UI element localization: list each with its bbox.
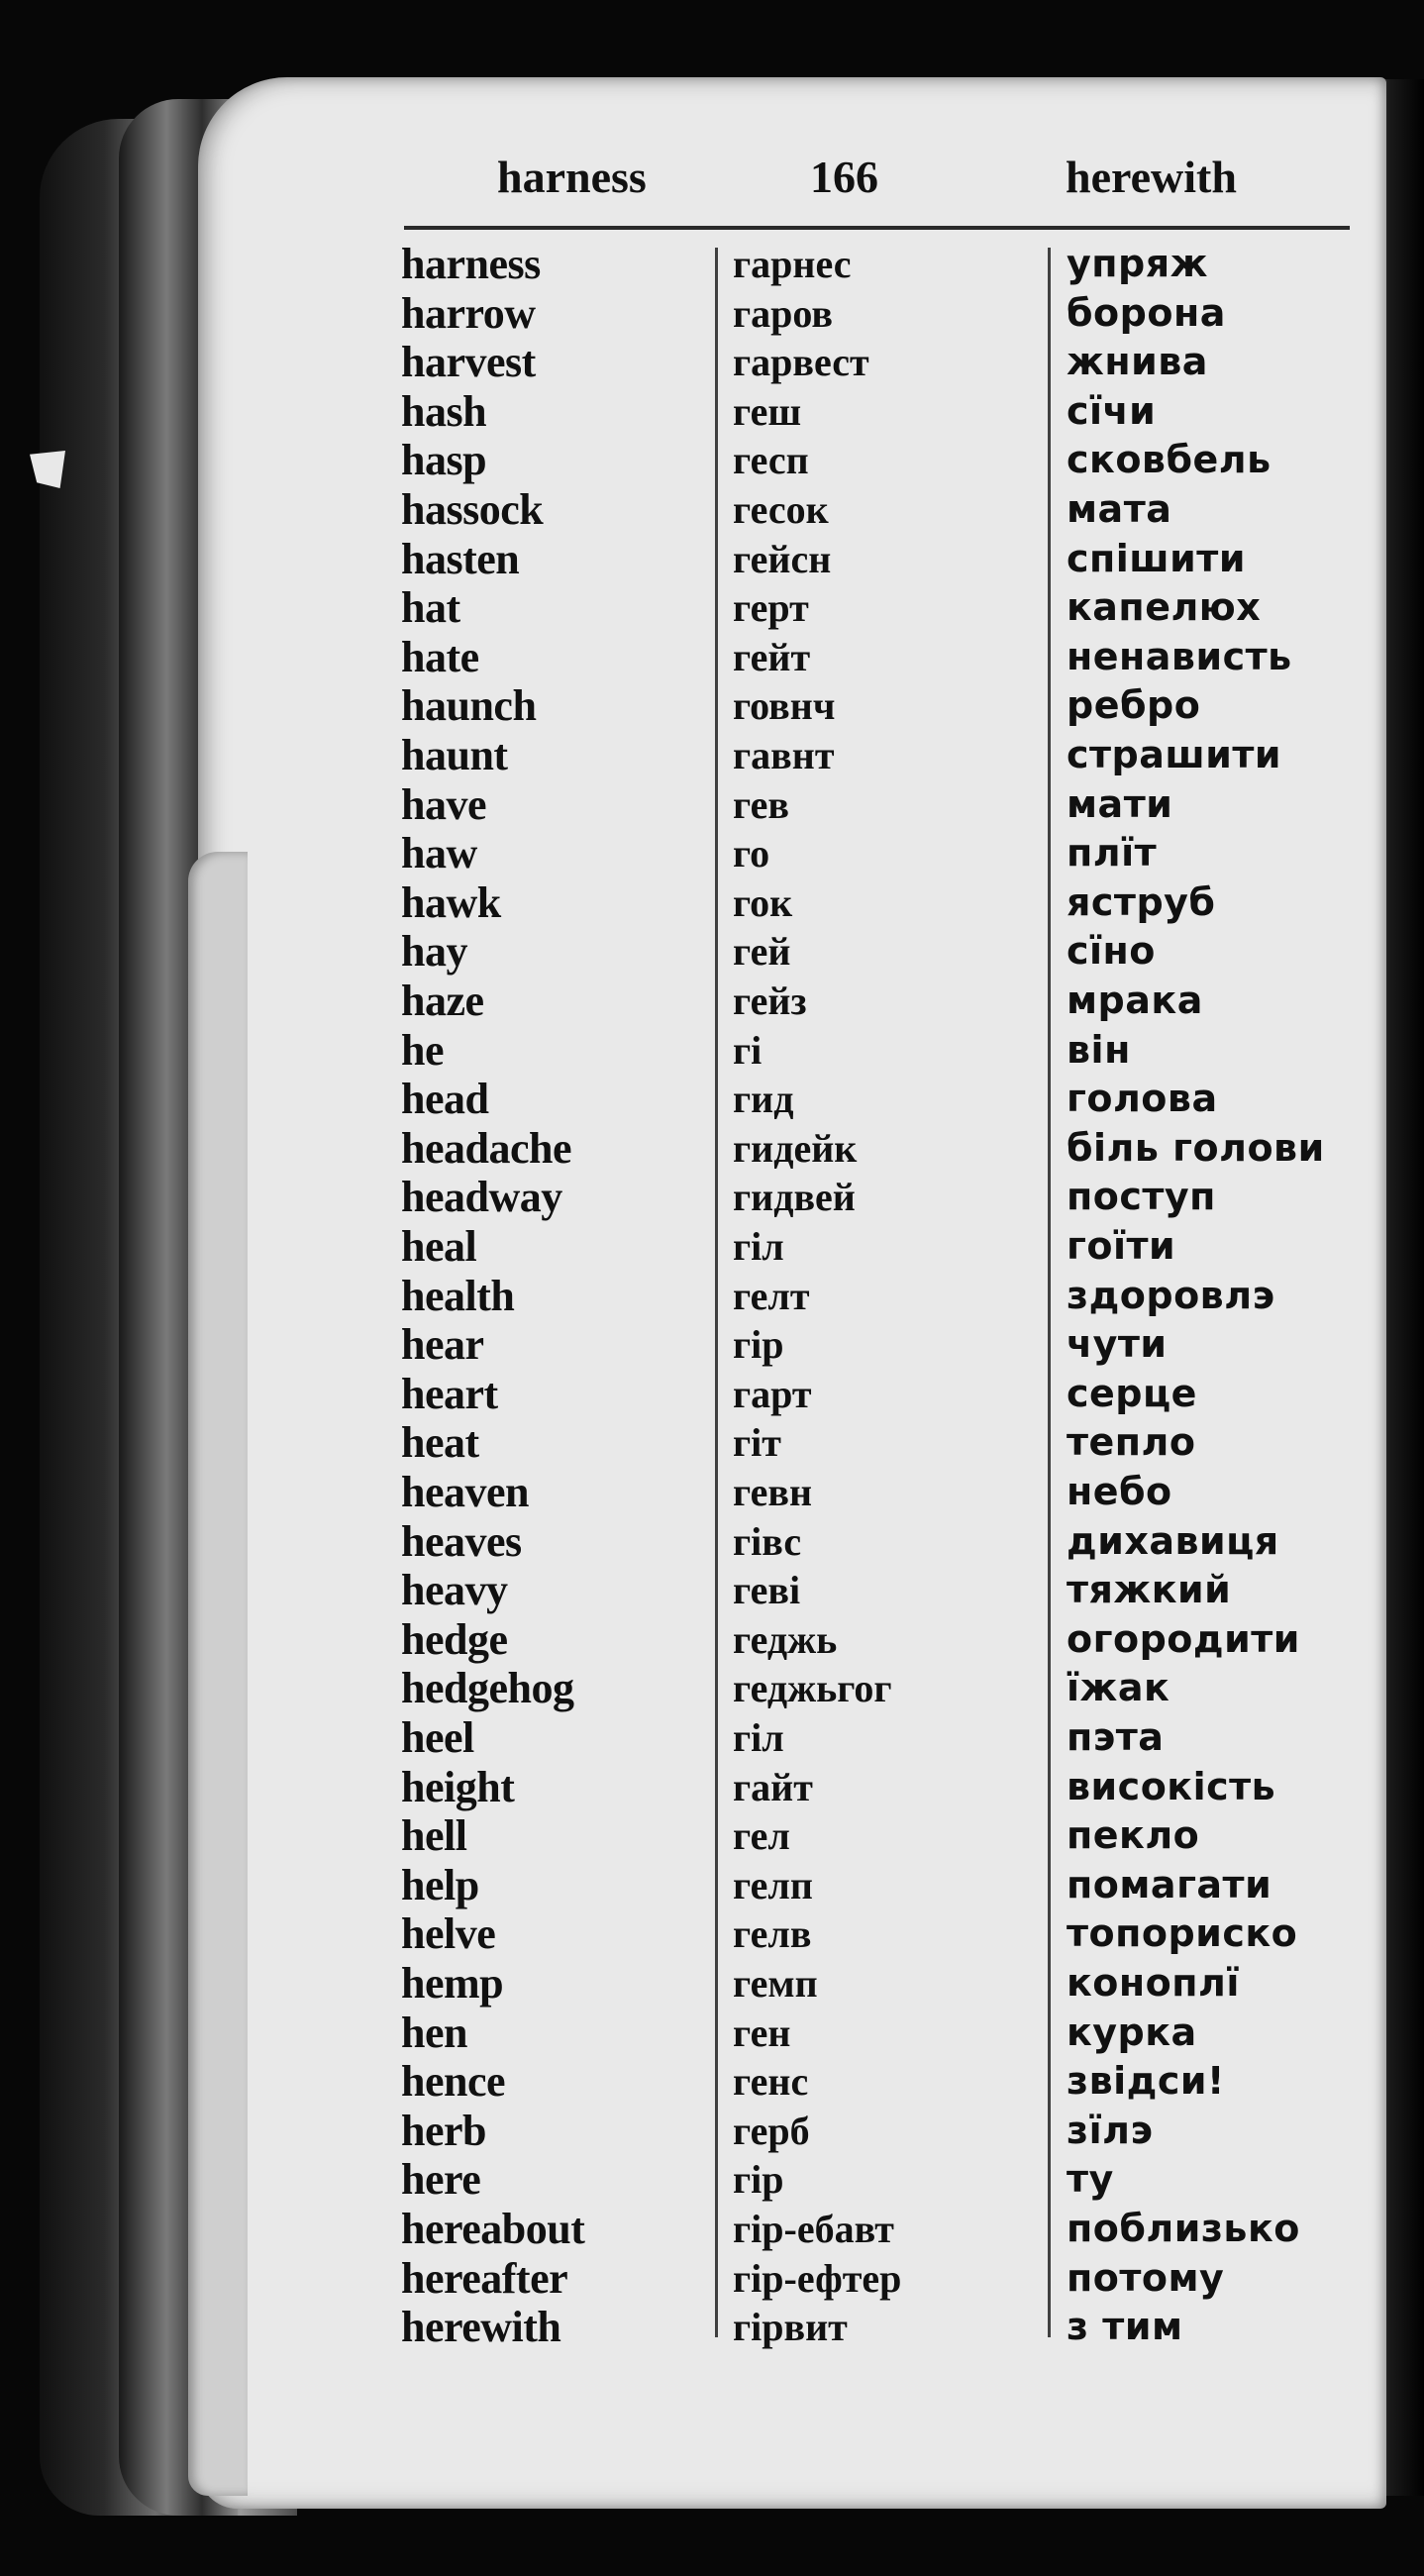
dictionary-entry xyxy=(0,1320,1424,1370)
entry-translation: мати xyxy=(1067,781,1173,826)
entry-pronunciation: гидейк xyxy=(733,1125,858,1171)
entry-pronunciation: гі xyxy=(733,1027,763,1073)
dictionary-entry xyxy=(0,633,1424,682)
entry-english-word: health xyxy=(401,1271,515,1320)
entry-english-word: hasp xyxy=(401,436,487,485)
dictionary-entry xyxy=(0,2303,1424,2352)
entry-list xyxy=(0,240,1424,2379)
entry-pronunciation: гесок xyxy=(733,487,829,532)
dictionary-entry xyxy=(0,878,1424,928)
guide-word-left: harness xyxy=(497,152,647,202)
entry-english-word: heaves xyxy=(401,1516,522,1566)
dictionary-entry xyxy=(0,1418,1424,1468)
dictionary-entry xyxy=(0,240,1424,289)
dictionary-entry xyxy=(0,1272,1424,1321)
dictionary-entry xyxy=(0,338,1424,387)
dictionary-entry xyxy=(0,1909,1424,1959)
entry-translation: пэта xyxy=(1067,1715,1165,1759)
entry-pronunciation: ген xyxy=(733,2009,791,2055)
entry-english-word: haunt xyxy=(401,731,508,779)
entry-pronunciation: герб xyxy=(733,2108,810,2153)
entry-translation: ребро xyxy=(1067,683,1201,728)
entry-translation: сковбель xyxy=(1067,438,1271,482)
entry-english-word: helve xyxy=(401,1909,496,1959)
entry-translation: звідси! xyxy=(1067,2059,1225,2104)
entry-translation: топориско xyxy=(1067,1911,1298,1956)
entry-english-word: hedge xyxy=(401,1614,508,1664)
entry-pronunciation: гарт xyxy=(733,1371,812,1416)
dictionary-entry xyxy=(0,1026,1424,1076)
dictionary-entry xyxy=(0,2155,1424,2205)
entry-translation: тепло xyxy=(1067,1420,1196,1465)
entry-english-word: here xyxy=(401,2155,481,2205)
entry-english-word: haunch xyxy=(401,681,537,731)
entry-pronunciation: геджь xyxy=(733,1616,838,1662)
dictionary-entry xyxy=(0,1173,1424,1222)
entry-translation: високість xyxy=(1067,1764,1276,1808)
dictionary-entry xyxy=(0,1517,1424,1567)
entry-english-word: hasten xyxy=(401,534,520,583)
entry-pronunciation: гемп xyxy=(733,1961,818,2006)
entry-pronunciation: гіт xyxy=(733,1420,781,1466)
entry-english-word: heel xyxy=(401,1713,474,1762)
entry-translation: голова xyxy=(1067,1077,1218,1121)
entry-pronunciation: гел xyxy=(733,1813,790,1859)
entry-translation: огородити xyxy=(1067,1616,1300,1661)
dictionary-entry xyxy=(0,387,1424,437)
entry-english-word: heavy xyxy=(401,1566,508,1615)
entry-english-word: hemp xyxy=(401,1959,504,2008)
entry-translation: небо xyxy=(1067,1470,1172,1513)
entry-pronunciation: гок xyxy=(733,879,793,925)
entry-pronunciation: геджьгог xyxy=(733,1666,892,1711)
entry-english-word: hedgehog xyxy=(401,1664,574,1713)
dictionary-entry xyxy=(0,1370,1424,1419)
entry-pronunciation: гелв xyxy=(733,1911,812,1957)
entry-pronunciation: гесп xyxy=(733,438,809,483)
entry-pronunciation: го xyxy=(733,831,770,876)
entry-translation: дихавиця xyxy=(1067,1518,1279,1563)
dictionary-entry xyxy=(0,1615,1424,1665)
dictionary-entry xyxy=(0,583,1424,633)
entry-english-word: he xyxy=(401,1025,444,1075)
entry-translation: з тим xyxy=(1067,2305,1183,2349)
entry-pronunciation: гавнт xyxy=(733,733,835,777)
dictionary-entry xyxy=(0,1222,1424,1272)
entry-translation: поблизько xyxy=(1067,2207,1300,2250)
dictionary-entry xyxy=(0,1713,1424,1763)
entry-pronunciation: гір xyxy=(733,1322,784,1368)
dictionary-entry xyxy=(0,485,1424,535)
dictionary-entry xyxy=(0,1763,1424,1812)
entry-english-word: height xyxy=(401,1762,515,1811)
entry-translation: сїно xyxy=(1067,929,1156,974)
entry-pronunciation: гидвей xyxy=(733,1175,856,1220)
entry-translation: тяжкий xyxy=(1067,1568,1232,1612)
entry-english-word: hence xyxy=(401,2057,506,2107)
dictionary-entry xyxy=(0,977,1424,1026)
entry-translation: потому xyxy=(1067,2255,1225,2300)
entry-translation: курка xyxy=(1067,2009,1197,2054)
dictionary-entry xyxy=(0,1124,1424,1174)
entry-english-word: harrow xyxy=(401,288,536,338)
dictionary-entry xyxy=(0,2057,1424,2107)
entry-english-word: hereafter xyxy=(401,2253,568,2303)
dictionary-entry xyxy=(0,289,1424,339)
entry-translation: біль голови xyxy=(1067,1125,1325,1170)
dictionary-entry xyxy=(0,2009,1424,2058)
dictionary-entry xyxy=(0,731,1424,780)
entry-english-word: hear xyxy=(401,1320,484,1370)
entry-pronunciation: гір-ебавт xyxy=(733,2207,894,2251)
entry-translation: ненавиcть xyxy=(1067,634,1292,678)
entry-pronunciation: геш xyxy=(733,388,802,434)
entry-english-word: hat xyxy=(401,583,460,633)
entry-pronunciation: гевi xyxy=(733,1568,801,1613)
entry-english-word: herewith xyxy=(401,2303,561,2352)
entry-translation: упряж xyxy=(1067,242,1208,285)
entry-translation: зїлэ xyxy=(1067,2108,1154,2152)
entry-translation: жнива xyxy=(1067,340,1208,384)
entry-pronunciation: гейсн xyxy=(733,536,832,581)
entry-translation: чути xyxy=(1067,1322,1168,1367)
entry-pronunciation: говнч xyxy=(733,683,836,729)
entry-pronunciation: гіл xyxy=(733,1224,784,1269)
entry-english-word: hell xyxy=(401,1811,467,1861)
entry-english-word: have xyxy=(401,779,486,829)
dictionary-entry xyxy=(0,436,1424,485)
entry-english-word: hay xyxy=(401,927,467,977)
entry-translation: пекло xyxy=(1067,1813,1200,1858)
entry-english-word: hash xyxy=(401,386,487,436)
entry-english-word: headache xyxy=(401,1123,571,1173)
entry-english-word: haze xyxy=(401,977,484,1025)
entry-translation: сїчи xyxy=(1067,388,1157,433)
entry-pronunciation: гарнес xyxy=(733,242,852,286)
entry-english-word: heat xyxy=(401,1418,479,1468)
dictionary-entry xyxy=(0,535,1424,584)
entry-english-word: heart xyxy=(401,1369,498,1418)
dictionary-entry xyxy=(0,2254,1424,2304)
entry-english-word: hawk xyxy=(401,877,501,927)
entry-pronunciation: гаров xyxy=(733,290,834,336)
header-rule xyxy=(404,226,1350,230)
entry-english-word: heal xyxy=(401,1222,477,1271)
guide-word-right: herewith xyxy=(1066,152,1237,202)
entry-pronunciation: гір xyxy=(733,2157,784,2203)
entry-pronunciation: гірвит xyxy=(733,2305,848,2350)
entry-translation: капелюх xyxy=(1067,585,1262,630)
entry-english-word: hate xyxy=(401,632,479,681)
entry-english-word: hassock xyxy=(401,485,544,534)
entry-pronunciation: гівс xyxy=(733,1518,802,1564)
entry-pronunciation: гей xyxy=(733,929,791,975)
dictionary-entry xyxy=(0,2107,1424,2156)
entry-translation: борона xyxy=(1067,290,1226,335)
dictionary-entry xyxy=(0,1861,1424,1910)
dictionary-entry xyxy=(0,829,1424,878)
entry-english-word: heaven xyxy=(401,1468,529,1516)
entry-pronunciation: гелп xyxy=(733,1862,813,1907)
entry-translation: мата xyxy=(1067,487,1172,531)
entry-english-word: help xyxy=(401,1860,479,1909)
entry-pronunciation: генс xyxy=(733,2059,809,2105)
entry-english-word: herb xyxy=(401,2106,486,2155)
dictionary-entry xyxy=(0,1566,1424,1615)
entry-translation: яструб xyxy=(1067,879,1216,924)
entry-translation: помагати xyxy=(1067,1862,1272,1906)
dictionary-entry xyxy=(0,780,1424,830)
dictionary-entry xyxy=(0,1811,1424,1861)
entry-pronunciation: гайт xyxy=(733,1764,813,1809)
entry-english-word: hereabout xyxy=(401,2205,585,2253)
entry-pronunciation: гіл xyxy=(733,1715,784,1760)
dictionary-entry xyxy=(0,1468,1424,1517)
entry-pronunciation: гір-ефтер xyxy=(733,2255,902,2301)
entry-english-word: haw xyxy=(401,829,477,878)
entry-pronunciation: гейз xyxy=(733,979,807,1023)
dictionary-entry xyxy=(0,1075,1424,1124)
entry-translation: поступ xyxy=(1067,1175,1216,1219)
dictionary-entry xyxy=(0,681,1424,731)
entry-translation: мрака xyxy=(1067,979,1203,1022)
entry-pronunciation: гарвест xyxy=(733,340,869,385)
dictionary-entry xyxy=(0,1664,1424,1713)
entry-pronunciation: гевн xyxy=(733,1470,813,1514)
entry-pronunciation: гейт xyxy=(733,634,811,679)
entry-translation: серце xyxy=(1067,1371,1197,1415)
dictionary-entry xyxy=(0,2205,1424,2254)
entry-translation: страшити xyxy=(1067,733,1282,776)
entry-translation: спішити xyxy=(1067,536,1246,580)
page-header xyxy=(396,151,1367,220)
entry-english-word: head xyxy=(401,1075,489,1124)
entry-english-word: harvest xyxy=(401,338,536,387)
entry-english-word: hen xyxy=(401,2008,467,2057)
entry-english-word: harness xyxy=(401,240,541,288)
page-number: 166 xyxy=(810,152,878,202)
entry-translation: ту xyxy=(1067,2157,1114,2202)
entry-translation: плїт xyxy=(1067,831,1158,876)
entry-translation: їжак xyxy=(1067,1666,1170,1710)
entry-translation: здоровлэ xyxy=(1067,1273,1275,1317)
entry-pronunciation: гев xyxy=(733,781,789,827)
entry-pronunciation: герт xyxy=(733,585,809,631)
entry-translation: коноплї xyxy=(1067,1961,1240,2005)
entry-translation: він xyxy=(1067,1027,1131,1072)
entry-pronunciation: гид xyxy=(733,1077,794,1122)
entry-pronunciation: гелт xyxy=(733,1273,810,1318)
dictionary-entry xyxy=(0,1959,1424,2009)
dictionary-entry xyxy=(0,927,1424,977)
entry-translation: гоїти xyxy=(1067,1224,1176,1268)
entry-english-word: headway xyxy=(401,1173,562,1222)
